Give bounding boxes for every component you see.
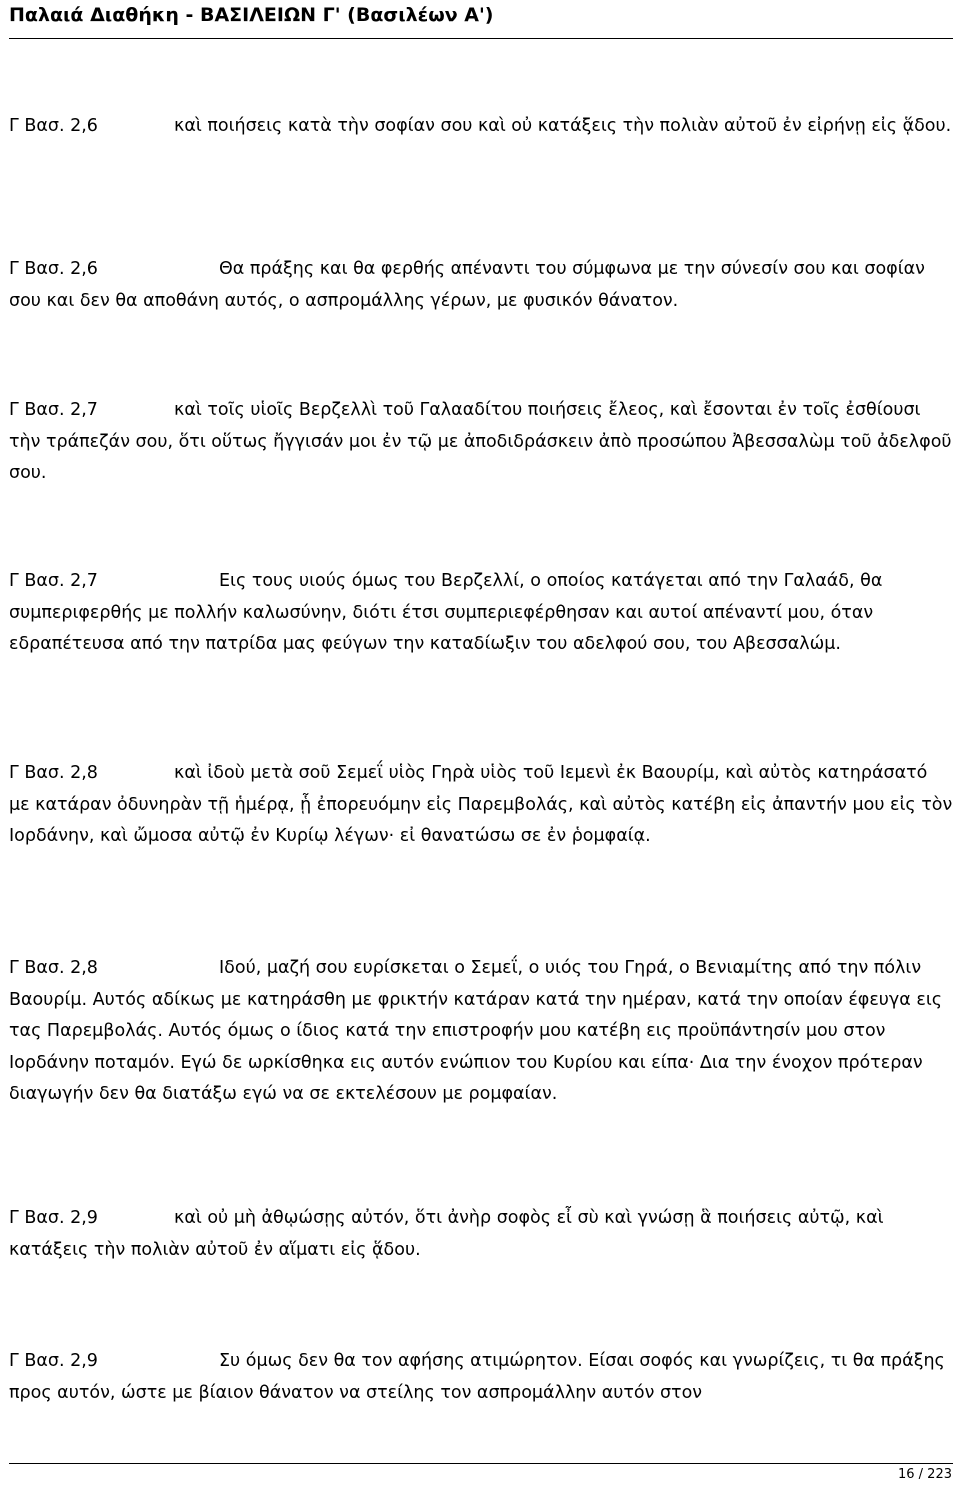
verse-text: καὶ τοῖς υἱοῖς Βερζελλὶ τοῦ Γαλααδίτου ποιήσεις ἔλεος, καὶ ἔσονται ἐν τοῖς ἐσθίουσι τὴν τράπεζάν σου, ὅτι οὕτως ἤγγισάν μοι ἐν τῷ με ἀποδιδράσκειν ἀπὸ προσώπου Ἀβεσσαλὼμ τοῦ ἀδελφοῦ σου. (9, 400, 952, 483)
verse-block-ancient-2-8 (9, 758, 953, 853)
verse-text: Συ όμως δεν θα τον αφήσης ατιμώρητον. Είσαι σοφός και γνωρίζεις, τι θα πράξης προς αυτόν, ώστε με βίαιον θάνατον να στείλης τον ασπρομάλλην αυτόν στον (9, 1351, 945, 1403)
verse-block-modern-2-6 (9, 254, 953, 317)
verse-block-ancient-2-6 (9, 111, 953, 143)
verse-block-ancient-2-9 (9, 1203, 953, 1266)
verse-reference: Γ Βασ. 2,8 (9, 958, 98, 978)
verse-reference: Γ Βασ. 2,6 (9, 116, 98, 136)
verse-text: καὶ ἰδοὺ μετὰ σοῦ Σεμεΐ υἱὸς Γηρὰ υἱὸς τοῦ Ιεμενὶ ἐκ Βαουρίμ, καὶ αὐτὸς κατηράσατό με κατάραν ὀδυνηρὰν τῇ ἡμέρᾳ, ᾗ ἐπορευόμην εἰς Παρεμβολάς, καὶ αὐτὸς κατέβη εἰς ἀπαντήν μου εἰς τὸν Ιορδάνην, καὶ ὤμοσα αὐτῷ ἐν Κυρίῳ λέγων· εἰ θανατώσω σε ἐν ῥομφαίᾳ. (9, 763, 953, 846)
verse-reference: Γ Βασ. 2,7 (9, 400, 98, 420)
verse-reference: Γ Βασ. 2,9 (9, 1208, 98, 1228)
verse-block-modern-2-8 (9, 953, 953, 1111)
header-divider (9, 38, 953, 39)
verse-text: καὶ οὐ μὴ ἀθῳώσῃς αὐτόν, ὅτι ἀνὴρ σοφὸς εἶ σὺ καὶ γνώσῃ ἃ ποιήσεις αὐτῷ, καὶ κατάξεις τὴν πολιὰν αὐτοῦ ἐν αἵματι εἰς ᾅδου. (9, 1208, 884, 1260)
verse-reference: Γ Βασ. 2,7 (9, 571, 98, 591)
verse-text: Ιδού, μαζή σου ευρίσκεται ο Σεμεΐ, ο υιός του Γηρά, ο Βενιαμίτης από την πόλιν Βαουρίμ. Αυτός αδίκως με κατηράσθη με φρικτήν κατάραν κατά την ημέραν, κατά την οποίαν έφευγα εις τας Παρεμβολάς. Αυτός όμως ο ίδιος κατά την επιστροφήν μου κατέβη εις προϋπάντησίν μου στον Ιορδάνην ποταμόν. Εγώ δε ωρκίσθηκα εις αυτόν ενώπιον του Κυρίου και είπα· Δια την ένοχον πρότεραν διαγωγήν δεν θα διατάξω εγώ να σε εκτελέσουν με ρομφαίαν. (9, 958, 943, 1104)
page-number: 16 / 223 (898, 1467, 952, 1482)
verse-block-ancient-2-7 (9, 395, 953, 490)
verse-reference: Γ Βασ. 2,6 (9, 259, 98, 279)
page-title: Παλαιά Διαθήκη - ΒΑΣΙΛΕΙΩΝ Γ' (Βασιλέων Α') (9, 4, 494, 26)
verse-block-modern-2-7 (9, 566, 953, 661)
verse-reference: Γ Βασ. 2,9 (9, 1351, 98, 1371)
footer-divider (9, 1463, 953, 1464)
verse-text: Εις τους υιούς όμως του Βερζελλί, ο οποίος κατάγεται από την Γαλαάδ, θα συμπεριφερθής με πολλήν καλωσύνην, διότι έτσι συμπεριεφέρθησαν και αυτοί απέναντί μου, όταν εδραπέτευσα από την πατρίδα μας φεύγων την καταδίωξιν του αδελφού σου, του Αβεσσαλώμ. (9, 571, 883, 654)
verse-block-modern-2-9 (9, 1346, 953, 1409)
verse-reference: Γ Βασ. 2,8 (9, 763, 98, 783)
verse-text: καὶ ποιήσεις κατὰ τὴν σοφίαν σου καὶ οὐ κατάξεις τὴν πολιὰν αὐτοῦ ἐν εἰρήνῃ εἰς ᾅδου. (174, 116, 952, 136)
verse-text: Θα πράξης και θα φερθής απέναντι του σύμφωνα με την σύνεσίν σου και σοφίαν σου και δεν θα αποθάνη αυτός, ο ασπρομάλλης γέρων, με φυσικόν θάνατον. (9, 259, 925, 311)
